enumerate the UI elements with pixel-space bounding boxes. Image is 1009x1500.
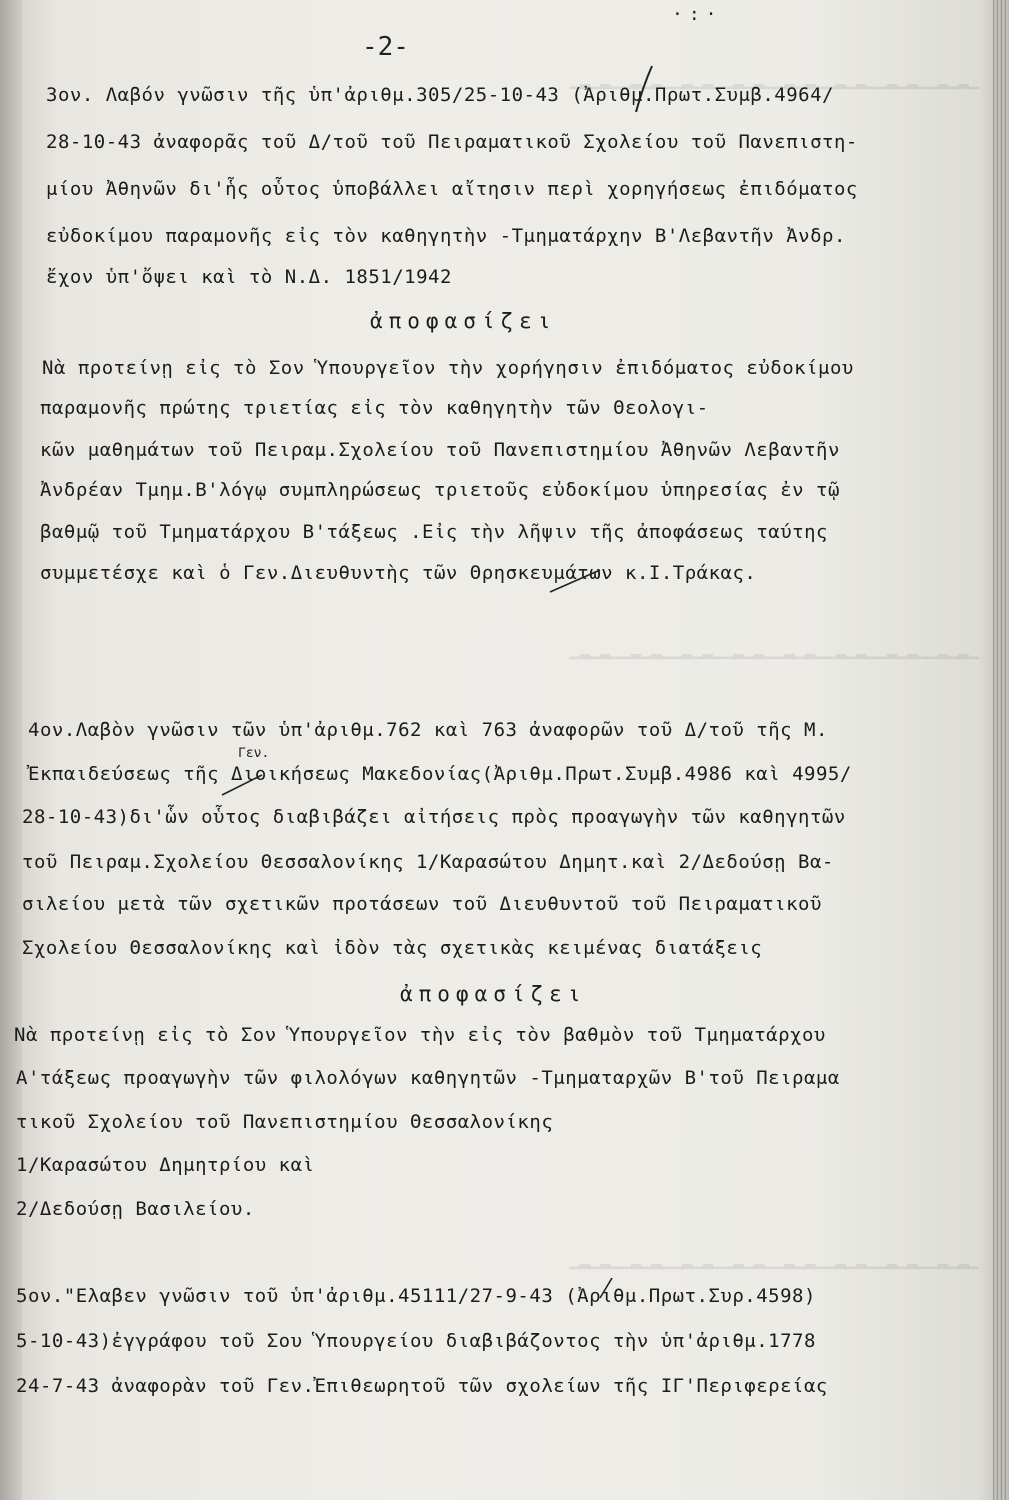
- text-line: 5-10-43)ἐγγράφου τοῦ Σου Ὑπουργείου διαβιβάζοντος τὴν ὑπ'ἀριθμ.1778: [16, 1330, 816, 1352]
- page-number: -2-: [362, 32, 409, 62]
- text-line: παραμονῆς πρώτης τριετίας εἰς τὸν καθηγητὴν τῶν Θεολογι-: [40, 397, 709, 419]
- text-line: ἔχον ὑπ'ὄψει καὶ τὸ Ν.Δ. 1851/1942: [46, 266, 452, 288]
- text-line: Ἐκπαιδεύσεως τῆς Διοικήσεως Μακεδονίας(Ἀριθμ.Πρωτ.Συμβ.4986 καὶ 4995/: [28, 763, 852, 785]
- handwritten-insert: Γεν.: [238, 746, 270, 761]
- decision-heading: ἀποφασίζει: [400, 982, 587, 1006]
- handwritten-stroke: [600, 1278, 612, 1298]
- text-line: 24-7-43 ἀναφορὰν τοῦ Γεν.Ἐπιθεωρητοῦ τῶν σχολείων τῆς ΙΓ'Περιφερείας: [16, 1375, 828, 1397]
- bleed-through-texture: ▁▂▁▂▁▁▂▁▂▁▁▂▁▂▁▁▂▁▂▁▁▂▁▂▁▁▂▁▂▁▁▂▁▂▁▁▂▁▂▁: [569, 70, 979, 90]
- handwritten-stroke: [222, 775, 262, 795]
- text-line: 3ον. Λαβόν γνῶσιν τῆς ὑπ'ἀριθμ.305/25-10-43 (Ἀριθμ.Πρωτ.Συμβ.4964/: [46, 84, 834, 106]
- handwritten-stroke: [636, 66, 652, 112]
- bleed-through-texture: ▁▂▁▂▁▁▂▁▂▁▁▂▁▂▁▁▂▁▂▁▁▂▁▂▁▁▂▁▂▁▁▂▁▂▁▁▂▁▂▁: [569, 640, 979, 660]
- decision-heading: ἀποφασίζει: [370, 309, 557, 333]
- text-line: 28-10-43)δι'ὧν οὗτος διαβιβάζει αἰτήσεις πρὸς προαγωγὴν τῶν καθηγητῶν: [22, 806, 846, 828]
- text-line: Σχολείου Θεσσαλονίκης καὶ ἰδὸν τὰς σχετικὰς κειμένας διατάξεις: [22, 937, 763, 959]
- text-line: μίου Ἀθηνῶν δι'ἧς οὗτος ὑποβάλλει αἴτησιν περὶ χορηγήσεως ἐπιδόματος: [46, 178, 858, 200]
- text-line: συμμετέσχε καὶ ὁ Γεν.Διευθυντὴς τῶν Θρησκευμάτων κ.Ι.Τράκας.: [40, 562, 757, 584]
- text-line: σιλείου μετὰ τῶν σχετικῶν προτάσεων τοῦ Διευθυντοῦ τοῦ Πειραματικοῦ: [22, 893, 822, 915]
- handwritten-stroke: [550, 570, 600, 592]
- text-line: 4ον.Λαβὸν γνῶσιν τῶν ὑπ'ἀριθμ.762 καὶ 763 ἀναφορῶν τοῦ Δ/τοῦ τῆς Μ.: [28, 719, 828, 741]
- bleed-through-texture: ▁▂▁▂▁▁▂▁▂▁▁▂▁▂▁▁▂▁▂▁▁▂▁▂▁▁▂▁▂▁▁▂▁▂▁▁▂▁▂▁: [569, 1250, 979, 1270]
- text-line: τοῦ Πειραμ.Σχολείου Θεσσαλονίκης 1/Καρασώτου Δημητ.καὶ 2/Δεδούσῃ Βα-: [22, 851, 834, 873]
- text-line: 2/Δεδούσῃ Βασιλείου.: [16, 1198, 255, 1220]
- text-line: 5ον."Ελαβεν γνῶσιν τοῦ ὑπ'ἀριθμ.45111/27-9-43 (Ἀριθμ.Πρωτ.Συρ.4598): [16, 1285, 816, 1307]
- text-line: βαθμῷ τοῦ Τμηματάρχου Β'τάξεως .Εἰς τὴν λῆψιν τῆς ἀποφάσεως ταύτης: [40, 521, 828, 543]
- text-line: 1/Καρασώτου Δημητρίου καὶ: [16, 1154, 315, 1176]
- text-line: κῶν μαθημάτων τοῦ Πειραμ.Σχολείου τοῦ Πανεπιστημίου Ἀθηνῶν Λεβαντῆν: [40, 439, 840, 461]
- text-line: εὐδοκίμου παραμονῆς εἰς τὸν καθηγητὴν -Τμηματάρχην Β'Λεβαντῆν Ἀνδρ.: [46, 225, 846, 247]
- ink-speck: ·:·: [672, 4, 723, 25]
- text-line: Νὰ προτείνῃ εἰς τὸ Σον Ὑπουργεῖον τὴν χορήγησιν ἐπιδόματος εὐδοκίμου: [42, 357, 854, 379]
- text-line: Α'τάξεως προαγωγὴν τῶν φιλολόγων καθηγητῶν -Τμηματαρχῶν Β'τοῦ Πειραμα: [16, 1067, 840, 1089]
- text-line: τικοῦ Σχολείου τοῦ Πανεπιστημίου Θεσσαλονίκης: [16, 1111, 554, 1133]
- text-line: 28-10-43 ἀναφορᾶς τοῦ Δ/τοῦ τοῦ Πειραματικοῦ Σχολείου τοῦ Πανεπιστη-: [46, 131, 858, 153]
- text-line: Νὰ προτείνῃ εἰς τὸ Σον Ὑπουργεῖον τὴν εἰς τὸν βαθμὸν τοῦ Τμηματάρχου: [14, 1024, 826, 1046]
- text-line: Ἀνδρέαν Τμημ.Β'λόγῳ συμπληρώσεως τριετοῦς εὐδοκίμου ὑπηρεσίας ἐν τῷ: [40, 479, 840, 501]
